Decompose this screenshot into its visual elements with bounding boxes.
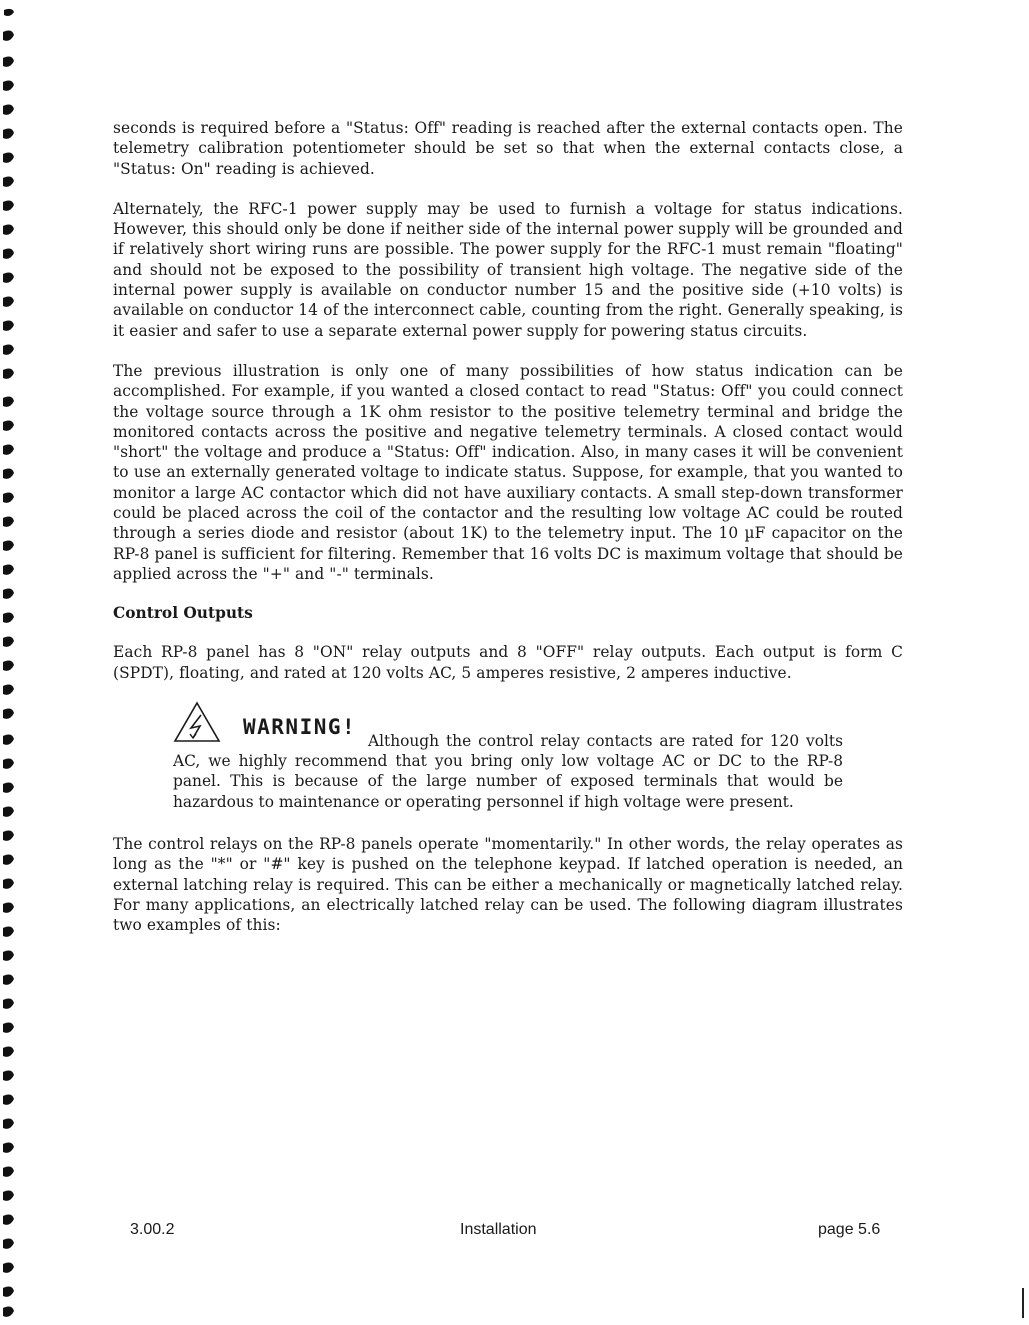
paragraph-momentary-relays: The control relays on the RP-8 panels operate "momentarily." In other words, the relay operates as long as the "*" or "#" key is pushed on the telephone keypad. If latched operation is needed, an external latching relay is required. This can be either a mechanically or magnetically latched relay. For many applications, an electrically latched relay can be used. The following diagram illustrates two examples of this: bbox=[113, 835, 903, 935]
high-voltage-warning-icon bbox=[173, 701, 221, 743]
warning-header bbox=[173, 707, 843, 743]
warning-box bbox=[173, 707, 843, 812]
binding-holes bbox=[0, 0, 30, 1325]
footer-section: Installation bbox=[460, 1221, 537, 1238]
paragraph-relay-outputs: Each RP-8 panel has 8 "ON" relay outputs and 8 "OFF" relay outputs. Each output is form C (SPDT), floating, and rated at 120 volts AC, 5 amperes resistive, 2 amperes inductive. bbox=[113, 643, 903, 682]
footer-version: 3.00.2 bbox=[130, 1221, 175, 1238]
footer-page-number: page 5.6 bbox=[818, 1221, 881, 1238]
warning-text: Although the control relay contacts are rated for 120 volts AC, we highly recommend that you bring only low voltage AC or DC to the RP-8 panel. This is because of the large number of exposed terminals that would be hazardous to maintenance or operating personnel if high voltage were present. bbox=[173, 731, 843, 811]
scan-edge-mark bbox=[1022, 1288, 1024, 1318]
paragraph-status-calibration: seconds is required before a "Status: Off" reading is reached after the external contacts open. The telemetry calibration potentiometer should be set so that when the external contacts close, a "Status: On" reading is achieved. bbox=[113, 119, 903, 178]
paragraph-status-indication: The previous illustration is only one of many possibilities of how status indication can be accomplished. For example, if you wanted a closed contact to read "Status: Off" you could connect the voltage source through a 1K ohm resistor to the positive telemetry terminal and bridge the monitored contacts across the positive and negative telemetry terminals. A closed contact would "short" the voltage and produce a "Status: Off" indication. Also, in many cases it will be convenient to use an externally generated voltage to indicate status. Suppose, for example, that you wanted to monitor a large AC contactor which did not have auxiliary contacts. A small step-down transformer could be placed across the coil of the contactor and the resulting low voltage AC could be routed through a series diode and resistor (about 1K) to the telemetry input. The 10 µF capacitor on the RP-8 panel is sufficient for filtering. Remember that 16 volts DC is maximum voltage that should be applied across the "+" and "-" terminals. bbox=[113, 361, 903, 583]
page-content bbox=[113, 118, 903, 956]
section-heading-control-outputs: Control Outputs bbox=[113, 604, 253, 623]
warning-title: WARNING! bbox=[243, 714, 357, 739]
paragraph-power-supply: Alternately, the RFC-1 power supply may be used to furnish a voltage for status indications. However, this should only be done if neither side of the internal power supply will be grounded and if relatively short wiring runs are possible. The power supply for the RFC-1 must remain "floating" and should not be exposed to the possibility of transient high voltage. The negative side of the internal power supply is available on conductor number 15 and the positive side (+10 volts) is available on conductor 14 of the interconnect cable, counting from the right. Generally speaking, is it easier and safer to use a separate external power supply for powering status circuits. bbox=[113, 199, 903, 340]
